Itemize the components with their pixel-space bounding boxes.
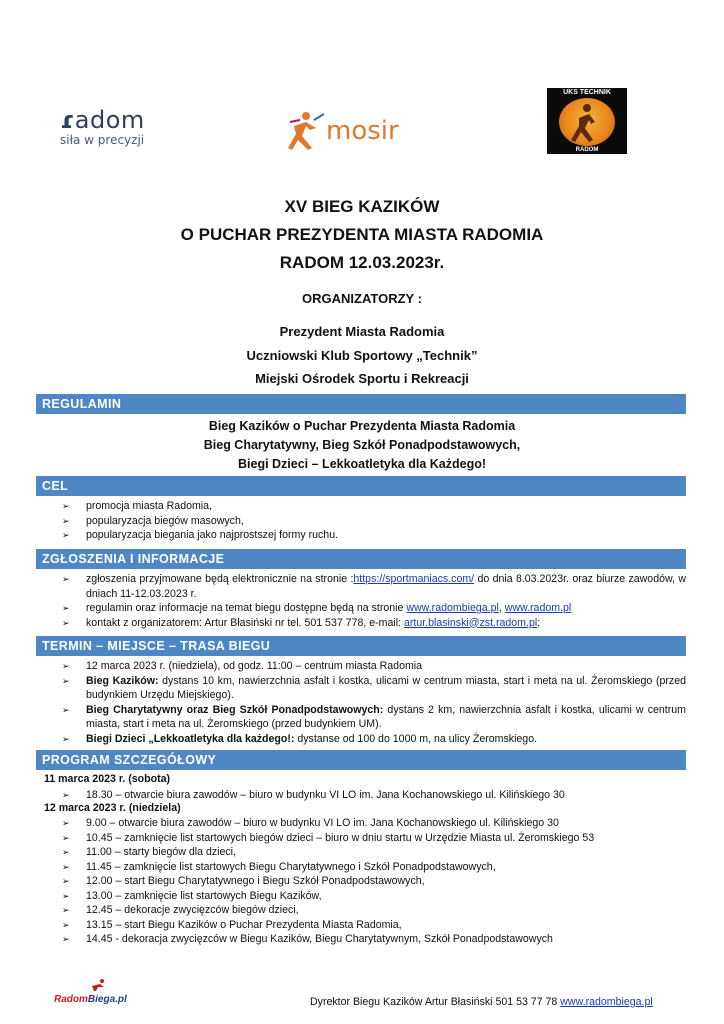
arrow-bullet-icon: ➢: [62, 790, 70, 800]
radombiega-link[interactable]: www.radombiega.pl: [406, 602, 499, 614]
regulamin-block: [0, 417, 724, 474]
list-item: ➢ kontakt z organizatorem: Artur Błasiński nr tel. 501 537 778, e-mail: artur.blasinski@zst.radom.pl;: [62, 616, 541, 629]
list-item: ➢ zgłoszenia przyjmowane będą elektronicznie na stronie :https://sportmaniacs.com/ do dnia 8.03.2023r. oraz biurze zawodów, w dniach 11-12.03.2023 r.: [62, 573, 686, 600]
section-heading-termin: TERMIN – MIEJSCE – TRASA BIEGU: [36, 636, 686, 656]
arrow-bullet-icon: ➢: [62, 675, 70, 686]
section-heading-cel: CEL: [36, 476, 686, 496]
arrow-bullet-icon: ➢: [62, 515, 70, 526]
list-item: ➢ 12.45 – dekoracje zwycięzców biegów dzieci,: [62, 904, 299, 916]
footer-radombiega-link[interactable]: www.radombiega.pl: [560, 996, 653, 1008]
regulamin-line-3: Biegi Dzieci – Lekkoatletyka dla Każdego!: [238, 457, 486, 471]
cel-list: [62, 499, 686, 543]
program-day-1: 11 marca 2023 r. (sobota): [44, 773, 171, 785]
list-item: ➢ regulamin oraz informacje na temat biegu dostępne będą na stronie www.radombiega.pl, www.radom.pl: [62, 602, 572, 614]
program-day-1-list: [62, 788, 686, 803]
mosir-logo: [286, 110, 416, 154]
list-item: ➢ Bieg Kazików: dystans 10 km, nawierzchnia asfalt i kostka, ulicami w centrum miasta, start i meta na ul. Żeromskiego (przed budynkiem Urzędu Miejskiego).: [62, 674, 686, 701]
arrow-bullet-icon: ➢: [62, 733, 70, 744]
regulamin-line-2: Bieg Charytatywny, Bieg Szkół Ponadpodstawowych,: [203, 438, 521, 452]
uks-runner-icon: [559, 98, 615, 146]
list-item: ➢ 14.45 - dekoracja zwycięzców w Biegu Kazików, Biegu Charytatywnym, Szkół Ponadpodstawowych: [62, 933, 553, 945]
list-item: ➢ 11.00 – starty biegów dla dzieci,: [62, 846, 236, 858]
uks-logo-top-text: UKS TECHNIK: [563, 89, 611, 96]
radom-logo-tagline: siła w precyzji: [60, 133, 145, 147]
arrow-bullet-icon: ➢: [62, 890, 70, 901]
arrow-bullet-icon: ➢: [62, 905, 70, 915]
arrow-bullet-icon: ➢: [62, 818, 70, 828]
organizers-heading: ORGANIZATORZY :: [302, 291, 422, 306]
arrow-bullet-icon: ➢: [62, 934, 70, 944]
radom-logo-r-glyph: ɾ: [60, 106, 75, 134]
footer-logo-part-1: Radom: [54, 994, 88, 1005]
list-item: ➢ promocja miasta Radomia,: [62, 500, 212, 512]
mosir-logo-word: mosir: [326, 116, 399, 146]
event-title-line-2: O PUCHAR PREZYDENTA MIASTA RADOMIA: [180, 225, 544, 244]
organizer-3: Miejski Ośrodek Sportu i Rekreacji: [255, 371, 469, 386]
arrow-bullet-icon: ➢: [62, 617, 70, 628]
list-item: ➢ 10.45 – zamknięcie list startowych biegów dzieci – biuro w dniu startu w Urzędzie Miasta ul. Żeromskiego 53: [62, 831, 595, 844]
list-item: ➢ 18.30 – otwarcie biura zawodów – biuro w budynku VI LO im. Jana Kochanowskiego ul. Kilińskiego 30: [62, 789, 565, 801]
regulamin-line-1: Bieg Kazików o Puchar Prezydenta Miasta Radomia: [208, 419, 516, 433]
arrow-bullet-icon: ➢: [62, 603, 70, 613]
list-item: ➢ Bieg Charytatywny oraz Bieg Szkół Ponadpodstawowych: dystans 2 km, nawierzchnia asfalt i kostka, ulicami w centrum miasta, start i meta na ul. Żeromskiego (przed budynkiem UM).: [62, 703, 686, 730]
section-heading-zgloszenia: ZGŁOSZENIA I INFORMACJE: [36, 549, 686, 569]
sportmaniacs-link[interactable]: https://sportmaniacs.com/: [353, 573, 475, 585]
footer-runner-icon: [82, 978, 112, 992]
list-item: ➢ popularyzacja biegów masowych,: [62, 514, 244, 527]
uks-technik-logo: [547, 88, 627, 154]
list-item: ➢ 13.00 – zamknięcie list startowych Biegu Kazików,: [62, 889, 322, 902]
organizer-2: Uczniowski Klub Sportowy „Technik”: [246, 348, 478, 363]
footer-director: Dyrektor Biegu Kazików Artur Błasiński 501 53 77 78 www.radombiega.pl: [310, 996, 653, 1008]
program-day-2: 12 marca 2023 r. (niedziela): [44, 802, 181, 814]
radom-link[interactable]: www.radom.pl: [504, 602, 572, 614]
event-title-line-3: RADOM 12.03.2023r.: [279, 253, 445, 272]
radom-logo: [60, 108, 145, 147]
program-day-2-list: [62, 816, 686, 947]
mosir-runner-icon: [286, 110, 326, 154]
arrow-bullet-icon: ➢: [62, 530, 70, 540]
uks-logo-bottom-text: RADOM: [575, 147, 599, 153]
section-heading-regulamin: REGULAMIN: [36, 394, 686, 414]
section-heading-program: PROGRAM SZCZEGÓŁOWY: [36, 750, 686, 770]
radom-logo-word: adom: [74, 106, 145, 134]
radombiega-footer-logo: [52, 984, 152, 1008]
arrow-bullet-icon: ➢: [62, 574, 70, 584]
list-item: ➢ 12 marca 2023 r. (niedziela), od godz. 11:00 – centrum miasta Radomia: [62, 660, 423, 672]
arrow-bullet-icon: ➢: [62, 704, 70, 715]
zgloszenia-list: [62, 572, 686, 630]
list-item: ➢ Biegi Dzieci „Lekkoatletyka dla każdego!: dystanse od 100 do 1000 m, na ulicy Żeromskiego.: [62, 732, 538, 745]
list-item: ➢ 13.15 – start Biegu Kazików o Puchar Prezydenta Miasta Radomia,: [62, 918, 402, 931]
arrow-bullet-icon: ➢: [62, 847, 70, 857]
arrow-bullet-icon: ➢: [62, 501, 70, 511]
organizer-1: Prezydent Miasta Radomia: [279, 324, 445, 339]
logo-strip: [0, 88, 724, 164]
arrow-bullet-icon: ➢: [62, 876, 70, 886]
arrow-bullet-icon: ➢: [62, 919, 70, 930]
arrow-bullet-icon: ➢: [62, 832, 70, 843]
arrow-bullet-icon: ➢: [62, 861, 70, 872]
organizer-email-link[interactable]: artur.blasinski@zst.radom.pl: [403, 616, 538, 629]
list-item: ➢ 9.00 – otwarcie biura zawodów – biuro w budynku VI LO im. Jana Kochanowskiego ul. Kilińskiego 30: [62, 817, 559, 829]
list-item: ➢ 11.45 – zamknięcie list startowych Biegu Charytatywnego i Szkół Ponadpodstawowych,: [62, 860, 496, 873]
termin-list: [62, 659, 686, 746]
footer-logo-part-2: Biega.pl: [87, 994, 127, 1005]
arrow-bullet-icon: ➢: [62, 661, 70, 671]
list-item: ➢ 12.00 – start Biegu Charytatywnego i Biegu Szkół Ponadpodstawowych,: [62, 875, 425, 887]
event-title-line-1: XV BIEG KAZIKÓW: [284, 197, 440, 216]
list-item: ➢ popularyzacja biegania jako najprostszej formy ruchu.: [62, 529, 339, 541]
